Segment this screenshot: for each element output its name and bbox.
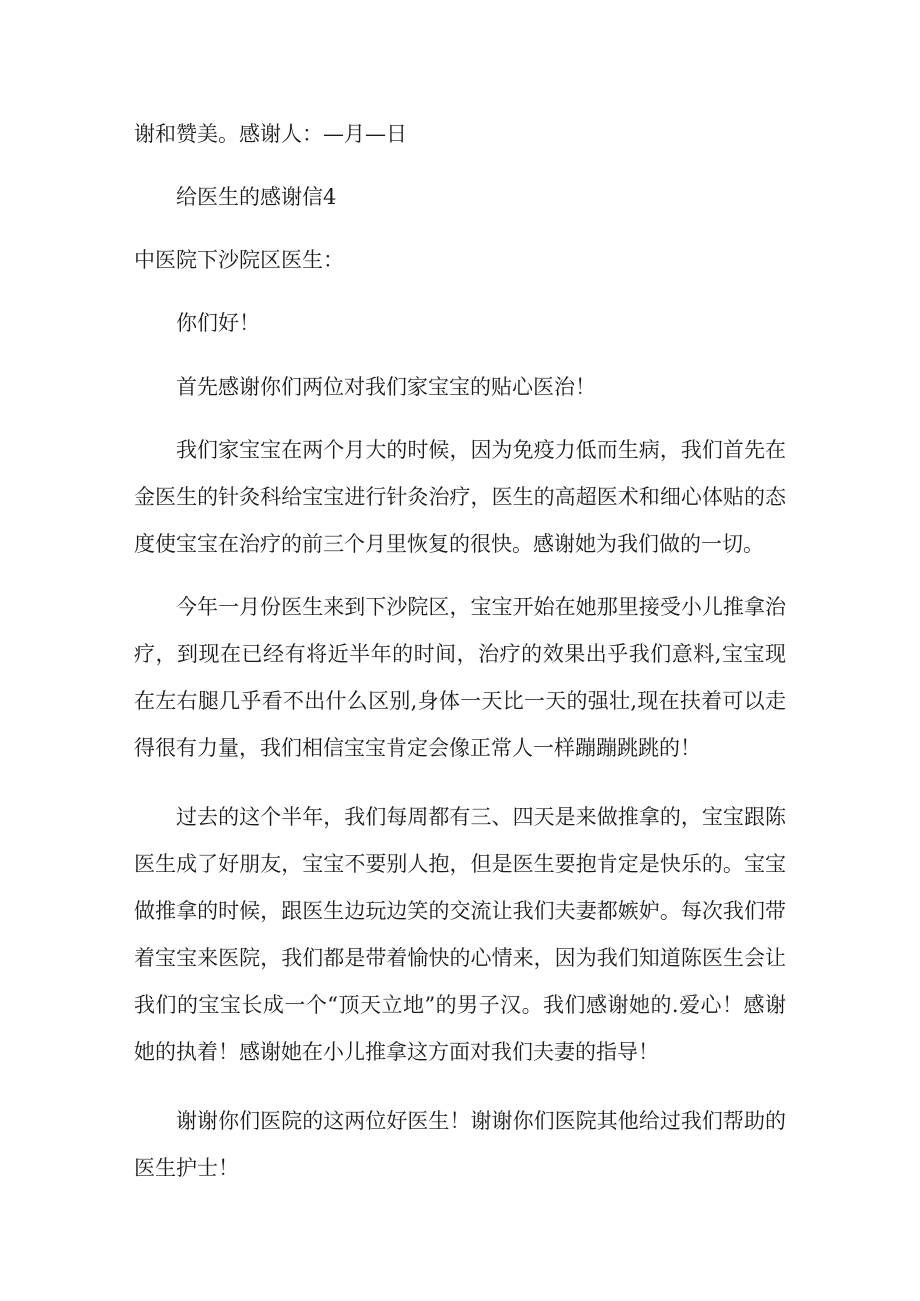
paragraph-closing-thanks: 谢谢你们医院的这两位好医生！谢谢你们医院其他给过我们帮助的医生护士！ xyxy=(134,1109,786,1180)
salutation: 中医院下沙院区医生： xyxy=(134,248,344,272)
letter-heading: 给医生的感谢信4 xyxy=(176,185,337,209)
paragraph-treatment-history: 我们家宝宝在两个月大的时候，因为免疫力低而生病，我们首先在金医生的针灸科给宝宝进行针灸治疗，医生的高超医术和细心体贴的态度使宝宝在治疗的前三个月里恢复的很快。感谢她为我们做的一切。 xyxy=(134,438,786,556)
fragment-line: 谢和赞美。感谢人：—月—日 xyxy=(134,122,407,146)
paragraph-thanks: 首先感谢你们两位对我们家宝宝的贴心医治！ xyxy=(176,375,596,399)
greeting: 你们好！ xyxy=(176,311,260,335)
paragraph-past-half-year: 过去的这个半年，我们每周都有三、四天是来做推拿的，宝宝跟陈医生成了好朋友，宝宝不要别人抱，但是医生要抱肯定是快乐的。宝宝做推拿的时候，跟医生边玩边笑的交流让我们夫妻都嫉妒。每次我们带着宝宝来医院，我们都是带着愉快的心情来，因为我们知道陈医生会让我们的宝宝长成一个“顶天立地”的男子汉。我们感谢她的.爱心！感谢她的执着！感谢她在小儿推拿这方面对我们夫妻的指导！ xyxy=(134,805,786,1064)
paragraph-progress: 今年一月份医生来到下沙院区，宝宝开始在她那里接受小儿推拿治疗，到现在已经有将近半年的时间，治疗的效果出乎我们意料,宝宝现在左右腿几乎看不出什么区别,身体一天比一天的强壮,现在扶着可以走得很有力量，我们相信宝宝肯定会像正常人一样蹦蹦跳跳的！ xyxy=(134,595,786,760)
